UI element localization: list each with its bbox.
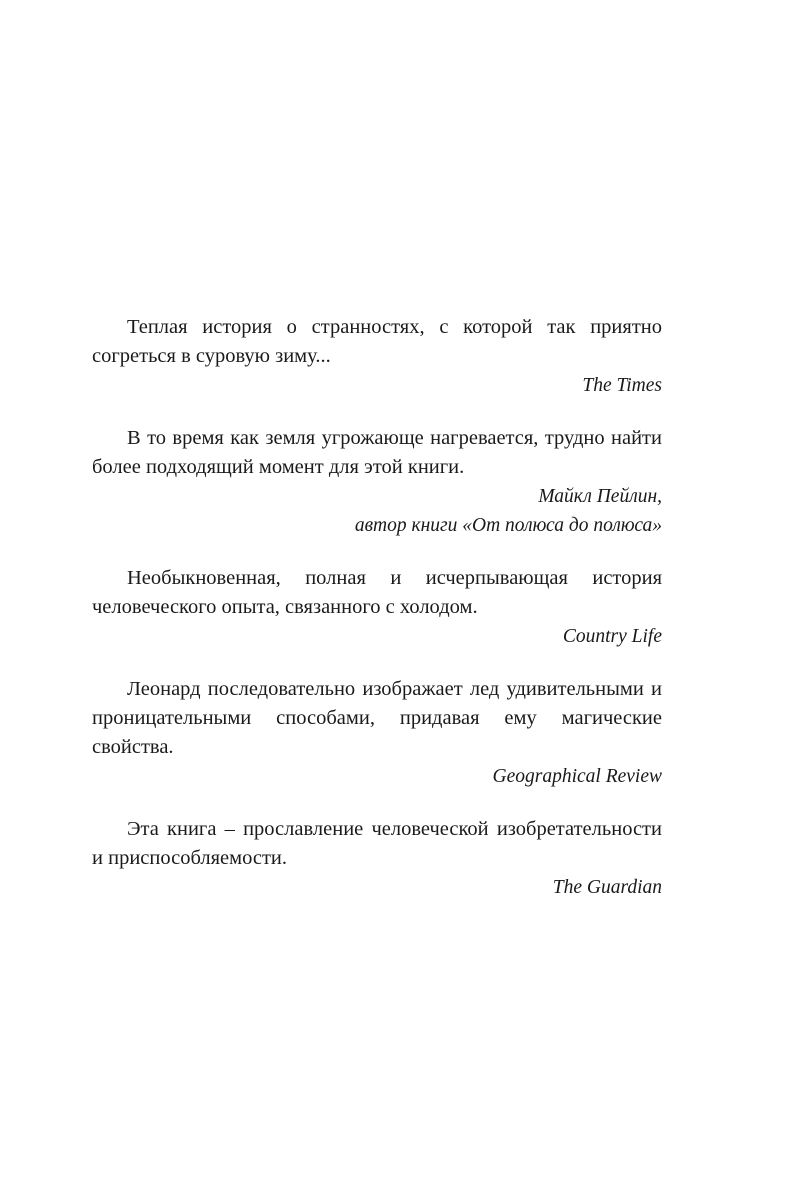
blurb-source-author: Майкл Пейлин, [538, 486, 662, 507]
blurb-source-note: автор книги «От полюса до полюса» [354, 515, 662, 536]
blurb-geographical-review [92, 675, 662, 791]
blurb-quote: В то время как земля угрожающе нагревается, трудно найти более подходящий момент для этой книги. [92, 427, 662, 478]
blurb-country-life [92, 564, 662, 651]
praise-page [92, 313, 662, 926]
blurb-quote: Теплая история о странностях, с которой так приятно согреться в суровую зиму... [92, 316, 662, 367]
blurb-source: The Times [582, 375, 662, 396]
blurb-quote: Необыкновенная, полная и исчерпывающая история человеческого опыта, связанного с холодом. [92, 567, 662, 618]
blurb-the-times [92, 313, 662, 400]
blurb-source: Geographical Review [492, 766, 662, 787]
blurb-michael-palin [92, 424, 662, 540]
blurb-source: The Guardian [552, 877, 662, 898]
blurb-source: Country Life [562, 626, 662, 647]
blurb-the-guardian [92, 815, 662, 902]
blurb-quote: Леонард последовательно изображает лед удивительными и проницательными способами, придавая ему магические свойства. [92, 678, 662, 758]
blurb-quote: Эта книга – прославление человеческой изобретательности и приспособляемости. [92, 818, 662, 869]
